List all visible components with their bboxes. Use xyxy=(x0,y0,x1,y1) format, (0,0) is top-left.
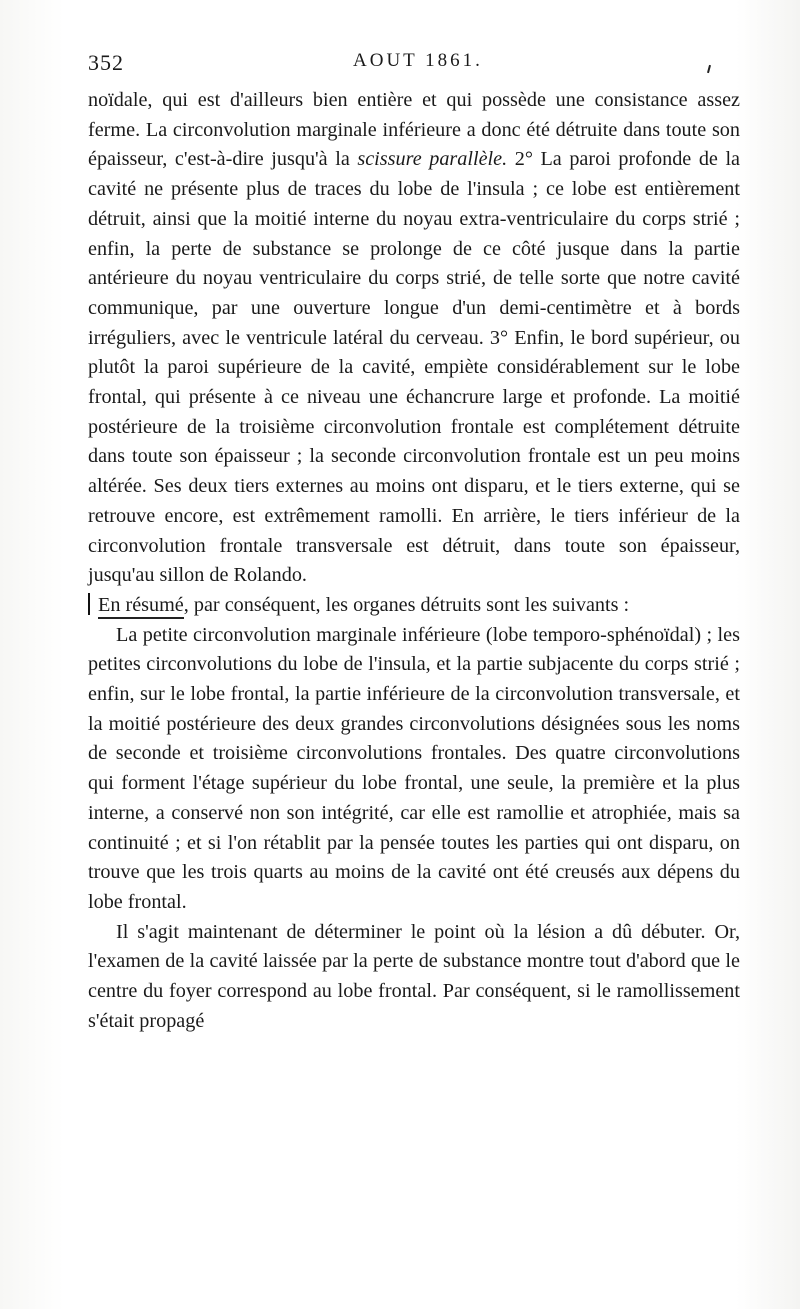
paragraph-summary xyxy=(88,591,740,621)
page-number: 352 xyxy=(88,50,124,75)
underlined-phrase: En résumé xyxy=(98,594,184,619)
paragraph-text: , par conséquent, les organes détruits sont les suivants : xyxy=(183,593,630,616)
italic-term: scissure parallèle. xyxy=(357,148,508,171)
paragraph-text: 2° La paroi profonde de la cavité ne présente plus de traces du lobe de l'insula ; ce lobe est entièrement détruit, ainsi que la moitié interne du noyau extra-ventriculaire du corps strié ; enfin, la perte de substance se prolonge de ce côté jusque dans la partie antérieure du noyau ventriculaire du corps strié, de telle sorte que notre cavité communique, par une ouverture longue d'un demi-centimètre et à bords irréguliers, avec le ventricule latéral du cerveau. 3° Enfin, le bord supérieur, ou plutôt la paroi supérieure de la cavité, empiète considérablement sur le lobe frontal, qui présente à ce niveau une échancrure large et profonde. La moitié postérieure de la troisième circonvolution frontale est complétement détruite dans toute son épaisseur ; la seconde circonvolution frontale est un peu moins altérée. Ses deux tiers externes au moins ont disparu, et le tiers externe, qui se retrouve encore, est extrêmement ramolli. En arrière, le tiers inférieur de la circonvolution frontale transversale est détruit, dans toute son épaisseur, jusqu'au sillon de Rolando. xyxy=(88,148,741,587)
paragraph-continuation xyxy=(88,86,740,591)
running-head: AOUT 1861. xyxy=(353,50,483,71)
paragraph-organs-list: La petite circonvolution marginale inférieure (lobe temporo-sphénoïdal) ; les petites circonvolutions du lobe de l'insula, et la partie subjacente du corps strié ; enfin, sur le lobe frontal, la partie inférieure de la circonvolution transversale, et la moitié postérieure des deux grandes circonvolutions désignées sous les noms de seconde et troisième circonvolutions frontales. Des quatre circonvolutions qui forment l'étage supérieur du lobe frontal, une seule, la première et la plus interne, a conservé non son intégrité, car elle est ramollie et atrophiée, mais sa continuité ; et si l'on rétablit par la pensée toutes les parties qui ont disparu, on trouve que les trois quarts au moins de la cavité ont été creusés aux dépens du lobe frontal. xyxy=(88,623,740,913)
page-header xyxy=(88,50,740,80)
paragraph-lesion-origin: Il s'agit maintenant de déterminer le point où la lésion a dû débuter. Or, l'examen de la cavité laissée par la perte de substance montre tout d'abord que le centre du foyer correspond au lobe frontal. Par conséquent, si le ramollissement s'était propagé xyxy=(88,920,740,1032)
margin-mark xyxy=(88,593,90,615)
paragraph-text: noïdale, qui est d'ailleurs bien entière et qui possède une consistance assez ferme. La circonvolution marginale inférieure a donc été détruite dans toute son épaisseur, c'est-à-dire jusqu'à la xyxy=(88,89,740,171)
ink-tick-mark xyxy=(707,65,711,73)
body-text xyxy=(88,86,740,1037)
